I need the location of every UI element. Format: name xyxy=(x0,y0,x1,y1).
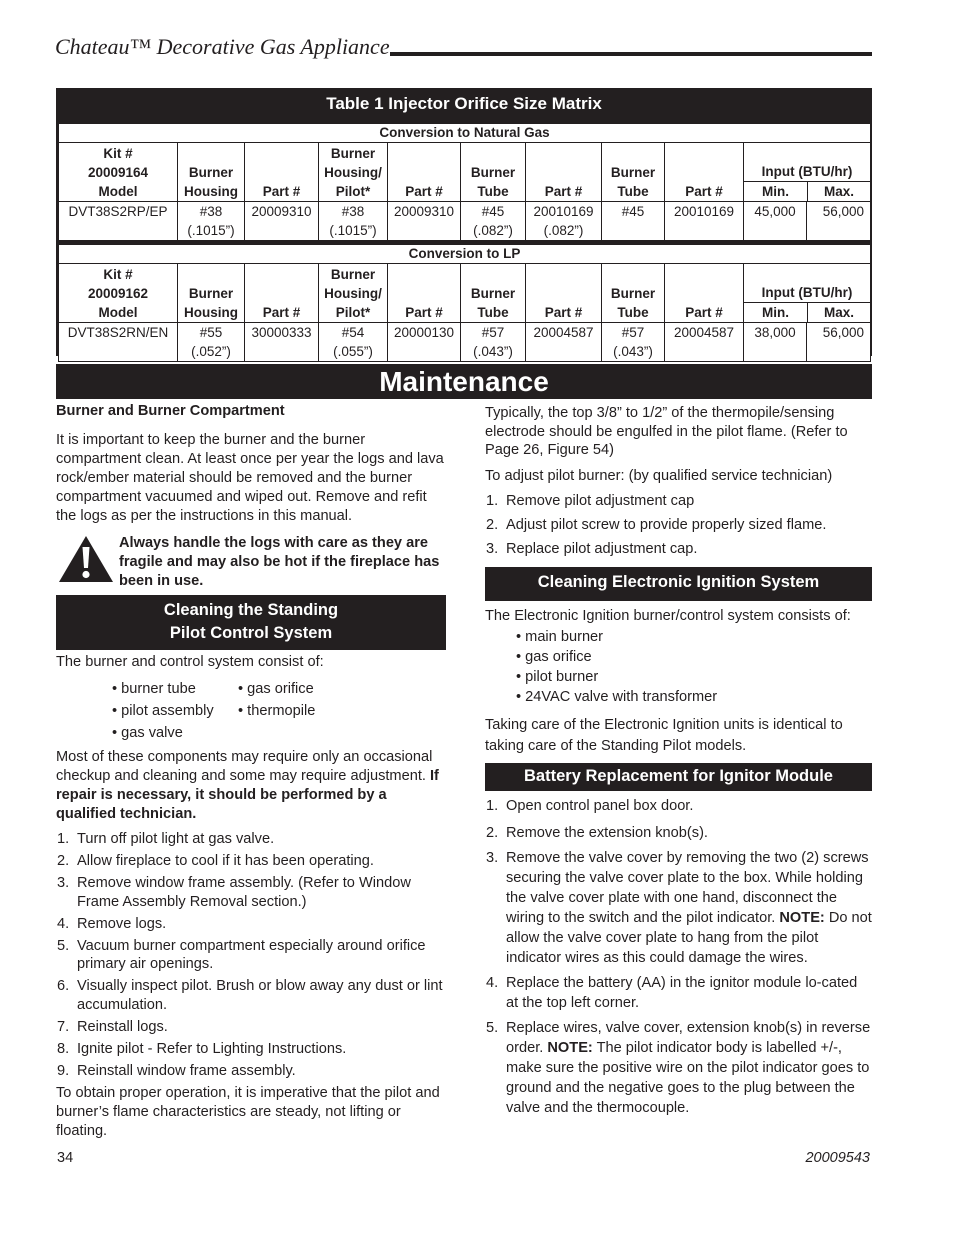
lp-header-part: Part # xyxy=(245,264,319,323)
burner-compartment-paragraph: It is important to keep the burner and the burner compartment clean. At least once per year the logs and lava rock/ember material should be removed and the burner compartment vacuumed and wiped out. Remove and refit the logs as per the instructions in this manual. xyxy=(56,432,444,524)
lp-part-4: 20004587 xyxy=(665,323,744,362)
page-number: 34 xyxy=(57,1150,74,1166)
warning-text: Always handle the logs with care as they are fragile and may also be hot if the fireplace has been in use. xyxy=(119,535,440,589)
lp-header-input: Input (BTU/hr) Min. Max. xyxy=(744,264,871,323)
list-item: • burner tube xyxy=(112,681,196,697)
ignition-components xyxy=(485,627,872,707)
ng-header-kit: Kit # 20009164 Model xyxy=(59,143,178,202)
injector-table xyxy=(56,88,872,359)
ng-section-title: Conversion to Natural Gas xyxy=(59,124,871,143)
lp-part-1: 30000333 xyxy=(245,323,319,362)
left-column xyxy=(56,402,446,1141)
adjust-steps xyxy=(485,492,872,559)
thermopile-paragraph: Typically, the top 3/8” to 1/2” of the thermopile/sensing electrode should be engulfed in the pilot flame. (Refer to Page 26, Figure 54) xyxy=(485,405,848,458)
list-item: 8. Ignite pilot - Refer to Lighting Instructions. xyxy=(57,1040,347,1057)
ng-header-burner-housing: Burner Housing xyxy=(178,143,245,202)
lp-min: 38,000 xyxy=(744,323,807,362)
list-item: 1. Remove pilot adjustment cap xyxy=(486,492,695,509)
section-electronic-ignition: Cleaning Electronic Ignition System xyxy=(485,567,872,601)
lp-header-burner-housing: Burner Housing xyxy=(178,264,245,323)
ignition-paragraph: The Electronic Ignition burner/control system consists of: xyxy=(485,607,851,624)
ng-part-1: 20009310 xyxy=(245,202,319,241)
ng-header-part: Part # xyxy=(388,143,461,202)
list-item: 4. Replace the battery (AA) in the ignitor module lo-cated at the top left corner. xyxy=(486,974,858,1011)
header-rule xyxy=(390,52,872,56)
document-number: 20009543 xyxy=(805,1150,870,1166)
list-item: 6. Visually inspect pilot. Brush or blow away any dust or lint accumulation. xyxy=(57,978,443,1013)
ng-model: DVT38S2RP/EP xyxy=(59,202,178,241)
components-paragraph: Most of these components may require only an occasional checkup and cleaning and some may require adjustment. If repair is necessary, it should be performed by a qualified technician. xyxy=(56,749,439,822)
list-item: • main burner xyxy=(516,628,604,645)
list-item: 2. Adjust pilot screw to provide properly sized flame. xyxy=(486,516,827,533)
flame-paragraph: To obtain proper operation, it is imperative that the pilot and burner’s flame characteristics are steady, not lifting or floating. xyxy=(56,1084,440,1139)
lp-part-2: 20000130 xyxy=(388,323,461,362)
battery-steps xyxy=(485,796,872,1118)
lp-header-part: Part # xyxy=(665,264,744,323)
document-title: Chateau™ Decorative Gas Appliance xyxy=(55,34,390,59)
section-battery-replacement: Battery Replacement for Ignitor Module xyxy=(485,763,872,791)
consist-text: The burner and control system consist of: xyxy=(56,654,324,670)
ng-header-burner-housing-pilot: Burner Housing/ Pilot* xyxy=(319,143,388,202)
list-item: 5. Vacuum burner compartment especially around orifice primary air openings. xyxy=(57,937,426,972)
section-standing-pilot: Cleaning the Standing Pilot Control System xyxy=(56,595,446,650)
ng-part-4: 20010169 xyxy=(665,202,744,241)
orifice-matrix xyxy=(58,123,871,362)
list-item: 1. Open control panel box door. xyxy=(486,797,694,814)
list-item: 7. Reinstall logs. xyxy=(57,1018,168,1035)
ng-min: 45,000 xyxy=(744,202,807,241)
adjust-intro: To adjust pilot burner: (by qualified service technician) xyxy=(485,467,833,484)
list-item: • pilot assembly xyxy=(112,703,214,719)
lp-part-3: 20004587 xyxy=(526,323,602,362)
list-item: 5. Replace wires, valve cover, extension knob(s) in reverse order. NOTE: The pilot indicator body is labelled +/-, make sure the positive wire on the pilot indicator goes to ground and the negative goes to the plug between the valve and the thermocouple. xyxy=(486,1019,871,1116)
lp-model: DVT38S2RN/EN xyxy=(59,323,178,362)
lp-section-title: Conversion to LP xyxy=(59,245,871,264)
list-item: 3. Remove the valve cover by removing the two (2) screws securing the valve cover plate to the box. While holding the valve cover plate with one hand, disconnect the wiring to the switch and the pilot indicator. NOTE: Do not allow the valve cover plate to hang from the pilot indicator wires as this could damage the wires. xyxy=(486,849,872,966)
ng-tube-2: #45 xyxy=(602,202,665,241)
list-item: • 24VAC valve with transformer xyxy=(516,688,718,705)
cleaning-steps xyxy=(56,830,446,1080)
ng-header-burner-tube: Burner Tube xyxy=(602,143,665,202)
lp-header-burner-tube: Burner Tube xyxy=(602,264,665,323)
burner-compartment-heading: Burner and Burner Compartment xyxy=(56,403,285,419)
lp-header-part: Part # xyxy=(526,264,602,323)
list-item: 3. Remove window frame assembly. (Refer to Window Frame Assembly Removal section.) xyxy=(57,875,411,910)
list-item: • thermopile xyxy=(238,703,316,719)
list-item: 1. Turn off pilot light at gas valve. xyxy=(57,831,275,847)
ng-header-input: Input (BTU/hr) Min. Max. xyxy=(744,143,871,202)
ignition-paragraph-2: Taking care of the Electronic Ignition units is identical to taking care of the Standing Pilot models. xyxy=(485,716,843,754)
lp-data-row: DVT38S2RN/EN #55 (.052”) 30000333 #54 (.055”) 20000130 #57 (.043”) 20004587 #57 (.043”) 20004587 38,000 56,000 xyxy=(59,323,871,362)
list-item: • gas valve xyxy=(112,725,183,741)
list-item: • gas orifice xyxy=(516,648,592,665)
right-column xyxy=(485,404,872,1118)
lp-header-burner-tube: Burner Tube xyxy=(461,264,526,323)
ng-data-row: DVT38S2RP/EP #38 (.1015”) 20009310 #38 (.1015”) 20009310 #45 (.082”) 20010169 (.082”) #45 20010169 45,000 56,000 xyxy=(59,202,871,241)
warning-block xyxy=(56,534,446,591)
lp-header-part: Part # xyxy=(388,264,461,323)
warning-triangle-icon xyxy=(57,534,115,584)
maintenance-title: Maintenance xyxy=(56,364,872,399)
list-item: • gas orifice xyxy=(238,681,314,697)
list-item: 3. Replace pilot adjustment cap. xyxy=(486,540,698,557)
list-item: • pilot burner xyxy=(516,668,599,685)
lp-max: 56,000 xyxy=(807,323,871,362)
lp-header-kit: Kit # 20009162 Model xyxy=(59,264,178,323)
list-item: 9. Reinstall window frame assembly. xyxy=(57,1062,296,1079)
list-item: 2. Remove the extension knob(s). xyxy=(486,824,708,841)
ng-header-burner-tube: Burner Tube xyxy=(461,143,526,202)
ng-max: 56,000 xyxy=(807,202,871,241)
lp-header-burner-housing-pilot: Burner Housing/ Pilot* xyxy=(319,264,388,323)
ng-part-2: 20009310 xyxy=(388,202,461,241)
ng-header-part: Part # xyxy=(526,143,602,202)
components-list xyxy=(56,678,446,744)
list-item: 2. Allow fireplace to cool if it has been operating. xyxy=(57,853,374,869)
ng-header-part: Part # xyxy=(665,143,744,202)
ng-header-part: Part # xyxy=(245,143,319,202)
table-title: Table 1 Injector Orifice Size Matrix xyxy=(326,94,602,113)
list-item: 4. Remove logs. xyxy=(57,915,167,932)
